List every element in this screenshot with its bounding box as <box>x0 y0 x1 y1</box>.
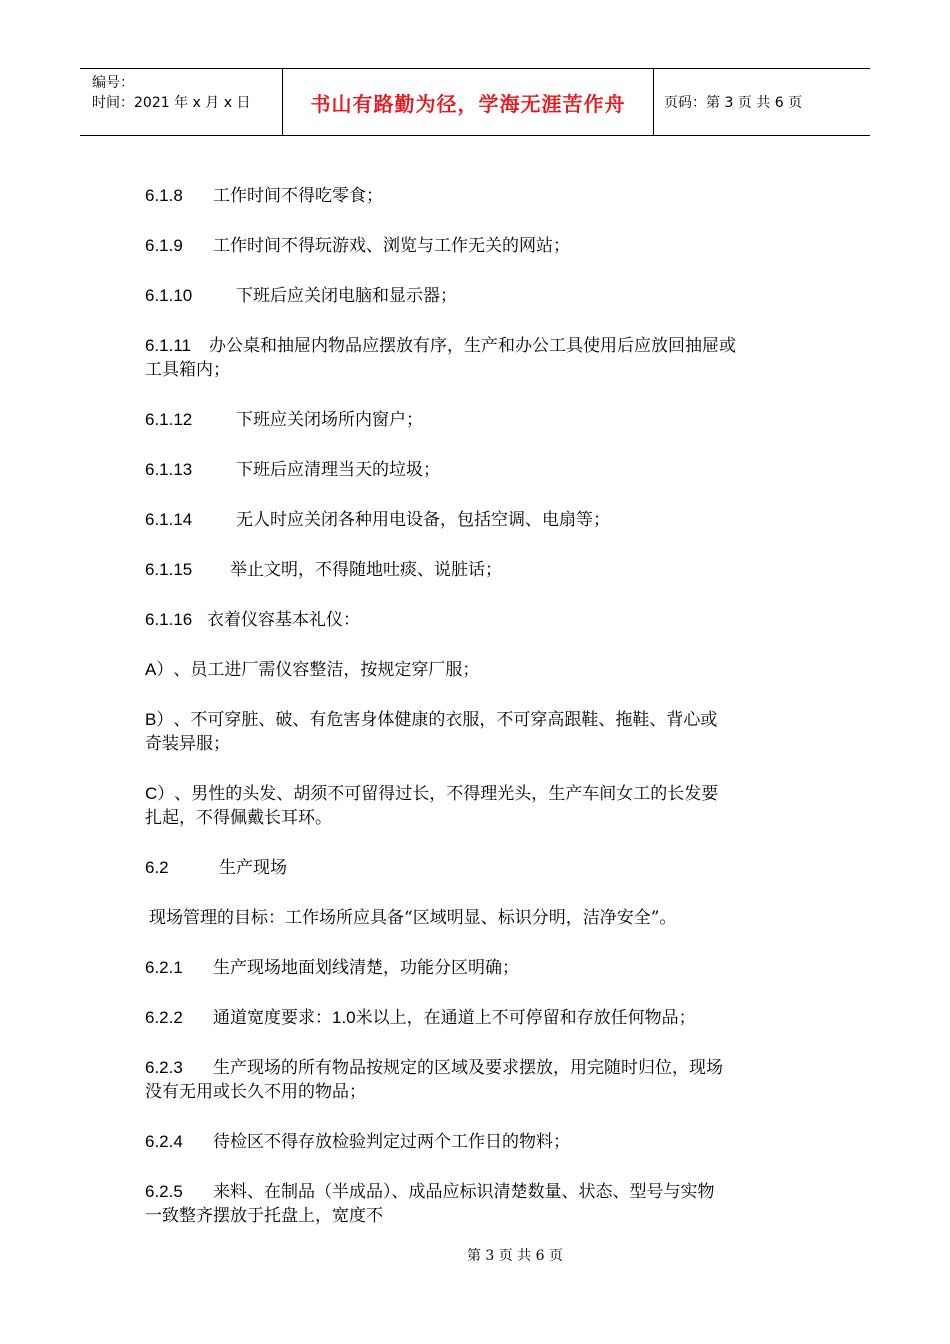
paragraph-text-line1: 来料、在制品（半成品）、成品应标识清楚数量、状态、型号与实物 <box>213 1182 715 1202</box>
paragraph-6-1-14 <box>145 508 810 532</box>
header-meta <box>80 69 282 135</box>
paragraph-item-a <box>145 658 810 682</box>
paragraph-text: 待检区不得存放检验判定过两个工作日的物料； <box>213 1132 570 1152</box>
section-heading-6-2 <box>145 856 810 880</box>
page-footer: 第 3 页 共 6 页 <box>466 1248 564 1264</box>
paragraph-6-1-10 <box>145 284 810 308</box>
paragraph-number: 6.1.11 <box>145 336 192 355</box>
paragraph-6-2-2 <box>145 1006 810 1030</box>
paragraph-6-1-11 <box>145 334 810 382</box>
header-page-label: 页码：第 3 页 共 6 页 <box>664 95 803 111</box>
paragraph-text: 生产现场地面划线清楚，功能分区明确； <box>213 958 519 978</box>
paragraph-6-2-3 <box>145 1056 810 1104</box>
paragraph-text-a: 通道宽度要求： <box>213 1008 332 1028</box>
paragraph-6-1-16 <box>145 608 810 632</box>
paragraph-text-line2: 没有无用或长久不用的物品； <box>145 1082 366 1102</box>
paragraph-6-2-4 <box>145 1130 810 1154</box>
paragraph-text: 、员工进厂需仪容整洁，按规定穿厂服； <box>173 660 480 680</box>
paragraph-text: 无人时应关闭各种用电设备，包括空调、电扇等； <box>236 510 610 530</box>
paragraph-number: 6.1.13 <box>145 460 193 479</box>
paragraph-text: 现场管理的目标：工作场所应具备“区域明显、标识分明，洁净安全”。 <box>149 908 677 928</box>
paragraph-text-c: 米以上，在通道上不可停留和存放任何物品； <box>355 1008 696 1028</box>
paragraph-number: A） <box>145 660 174 679</box>
paragraph-number: C） <box>145 784 175 803</box>
paragraph-number: 6.1.10 <box>145 286 193 305</box>
section-number: 6.2 <box>145 858 169 877</box>
paragraph-number: 6.1.15 <box>145 560 193 579</box>
paragraph-text-line2: 工具箱内； <box>145 360 230 380</box>
paragraph-text: 下班后应关闭电脑和显示器； <box>236 286 457 306</box>
paragraph-number: 6.2.5 <box>145 1182 183 1201</box>
paragraph-number: 6.1.14 <box>145 510 193 529</box>
time-label: 时间：2021 年 x 月 x 日 <box>92 95 251 111</box>
paragraph-text: 举止文明，不得随地吐痰、说脏话； <box>230 560 502 580</box>
paragraph-item-b <box>145 708 810 756</box>
paragraph-text: 工作时间不得吃零食； <box>213 186 383 206</box>
paragraph-text-line1: 生产现场的所有物品按规定的区域及要求摆放，用完随时归位，现场 <box>213 1058 723 1078</box>
document-header <box>80 68 870 136</box>
paragraph-text: 工作时间不得玩游戏、浏览与工作无关的网站； <box>213 236 570 256</box>
paragraph-number: 6.1.12 <box>145 410 193 429</box>
paragraph-6-1-15 <box>145 558 810 582</box>
paragraph-6-1-12 <box>145 408 810 432</box>
paragraph-text: 衣着仪容基本礼仪： <box>207 610 360 630</box>
paragraph-text-line2: 扎起，不得佩戴长耳环。 <box>145 808 332 828</box>
paragraph-number: 6.2.2 <box>145 1008 183 1027</box>
paragraph-text-line1: 、男性的头发、胡须不可留得过长，不得理光头，生产车间女工的长发要 <box>174 784 719 804</box>
number-label: 编号： <box>92 75 134 91</box>
paragraph-text: 下班后应清理当天的垃圾； <box>236 460 440 480</box>
paragraph-6-1-13 <box>145 458 810 482</box>
paragraph-item-c <box>145 782 810 830</box>
paragraph-6-2-1 <box>145 956 810 980</box>
paragraph-goal <box>149 906 814 930</box>
paragraph-6-1-8 <box>145 184 810 208</box>
paragraph-text-line2: 奇装异服； <box>145 734 230 754</box>
paragraph-value: 1.0 <box>332 1008 356 1027</box>
paragraph-text: 下班应关闭场所内窗户； <box>236 410 423 430</box>
paragraph-number: 6.1.16 <box>145 610 193 629</box>
section-title: 生产现场 <box>219 858 287 878</box>
header-motto: 书山有路勤为径，学海无涯苦作舟 <box>282 69 654 135</box>
paragraph-text-line1: 、不可穿脏、破、有危害身体健康的衣服，不可穿高跟鞋、拖鞋、背心或 <box>173 710 718 730</box>
paragraph-number: 6.1.9 <box>145 236 183 255</box>
paragraph-number: 6.2.4 <box>145 1132 183 1151</box>
paragraph-6-1-9 <box>145 234 810 258</box>
paragraph-text-line2: 一致整齐摆放于托盘上，宽度不 <box>145 1206 383 1226</box>
paragraph-number: 6.1.8 <box>145 186 183 205</box>
paragraph-number: 6.2.1 <box>145 958 183 977</box>
paragraph-number: 6.2.3 <box>145 1058 183 1077</box>
paragraph-number: B） <box>145 710 174 729</box>
paragraph-6-2-5 <box>145 1180 810 1228</box>
paragraph-text-line1: 办公桌和抽屉内物品应摆放有序，生产和办公工具使用后应放回抽屉或 <box>209 336 736 356</box>
